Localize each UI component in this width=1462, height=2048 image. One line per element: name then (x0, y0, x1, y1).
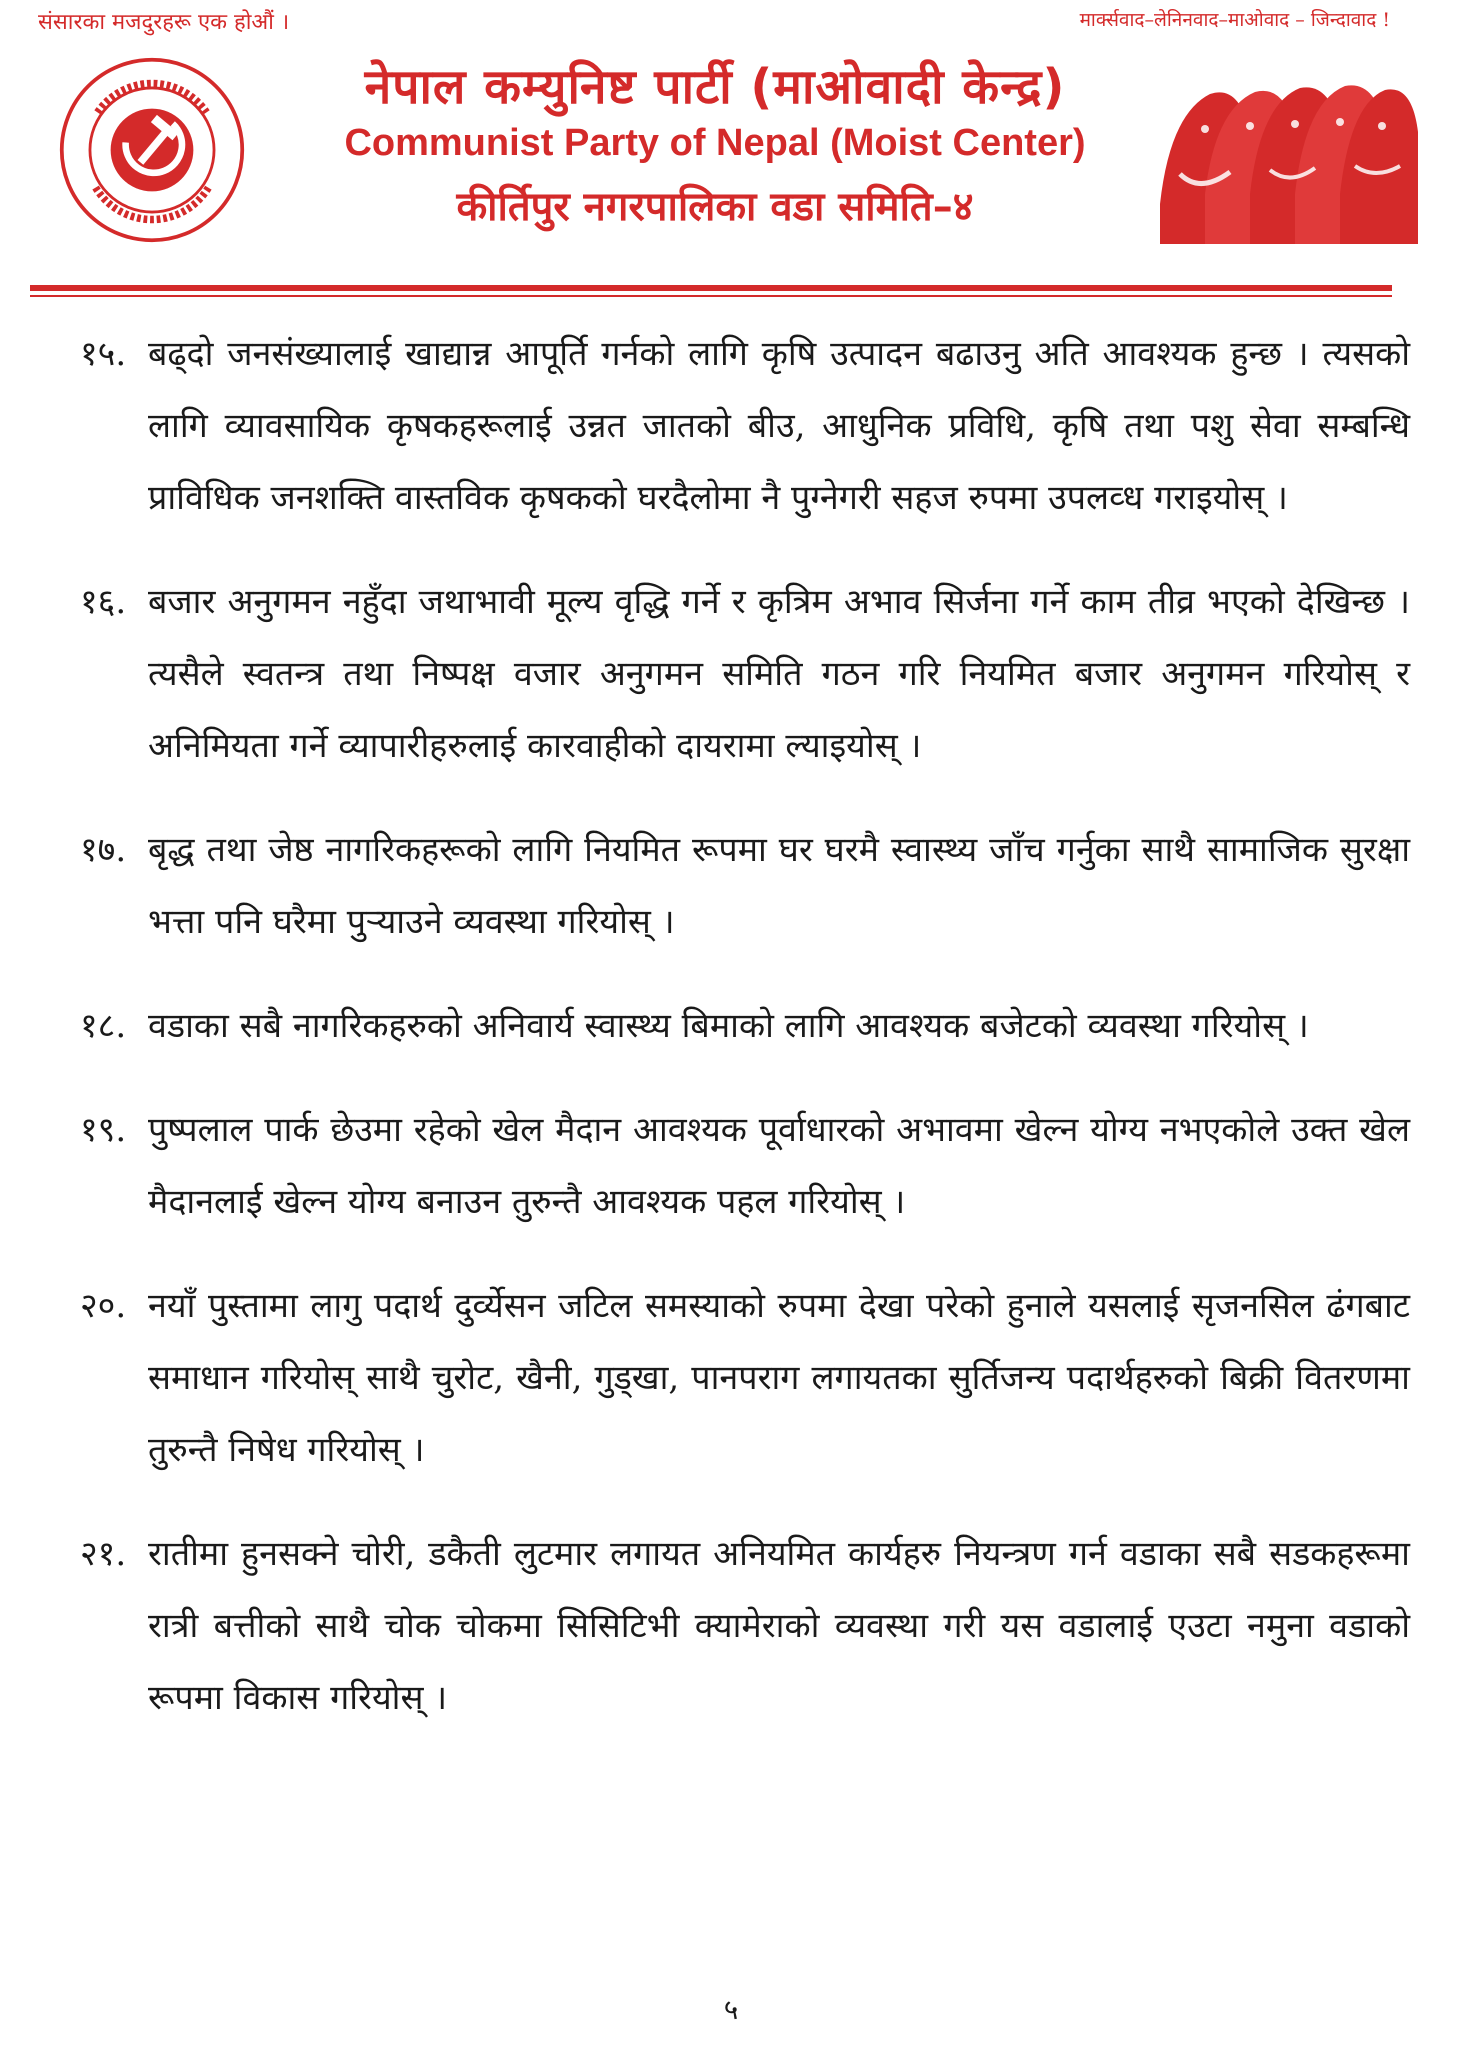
item-number: १७. (80, 830, 127, 870)
item-text: बढ्दो जनसंख्यालाई खाद्यान्न आपूर्ति गर्नको लागि कृषि उत्पादन बढाउनु अति आवश्यक हुन्छ । त्यसको लागि व्यावसायिक कृषकहरूलाई उन्नत जातको बीउ, आधुनिक प्रविधि, कृषि तथा पशु सेवा सम्बन्धि प्राविधिक जनशक्ति वास्तविक कृषकको घरदैलोमा नै पुग्नेगरी सहज रुपमा उपलव्ध गराइयोस् । (148, 334, 1410, 518)
item-number: १५. (80, 334, 127, 374)
letterhead (30, 34, 1390, 284)
list-item (0, 1518, 1462, 1734)
list-item (0, 990, 1462, 1062)
slogan-left: संसारका मजदुरहरू एक होऔं । (38, 10, 290, 35)
page-number: ५ (723, 1993, 739, 2026)
item-number: २१. (80, 1534, 127, 1574)
item-number: १६. (80, 582, 127, 622)
list-item (0, 1270, 1462, 1486)
list-item (0, 1094, 1462, 1238)
hammer-sickle-seal-icon (58, 56, 246, 244)
item-number: २०. (80, 1286, 127, 1326)
item-text: पुष्पलाल पार्क छेउमा रहेको खेल मैदान आवश्यक पूर्वाधारको अभावमा खेल्न योग्य नभएकोले उक्त खेल मैदानलाई खेल्न योग्य बनाउन तुरुन्तै आवश्यक पहल गरियोस् । (148, 1110, 1410, 1222)
item-text: बजार अनुगमन नहुँदा जथाभावी मूल्य वृद्धि गर्ने र कृत्रिम अभाव सिर्जना गर्ने काम तीव्र भएको देखिन्छ । त्यसैले स्वतन्त्र तथा निष्पक्ष वजार अनुगमन समिति गठन गरि नियमित बजार अनुगमन गरियोस् र अनिमियता गर्ने व्यापारीहरुलाई कारवाहीको दायरामा ल्याइयोस् । (148, 582, 1410, 766)
list-item (0, 814, 1462, 958)
party-name-nepali: नेपाल कम्युनिष्ट पार्टी (माओवादी केन्द्र) (364, 59, 1066, 115)
document-body (0, 318, 1462, 1766)
item-text: वडाका सबै नागरिकहरुको अनिवार्य स्वास्थ्य बिमाको लागि आवश्यक बजेटको व्यवस्था गरियोस् । (148, 1006, 1309, 1046)
header-divider-thick (30, 285, 1392, 291)
slogan-right: मार्क्सवाद–लेनिनवाद–माओवाद – जिन्दावाद ! (1079, 9, 1390, 31)
item-number: १९. (80, 1110, 127, 1150)
item-number: १८. (80, 1006, 127, 1046)
leaders-portraits-icon (1150, 54, 1420, 244)
item-text: रातीमा हुनसक्ने चोरी, डकैती लुटमार लगायत अनियमित कार्यहरु नियन्त्रण गर्न वडाका सबै सडकहरूमा रात्री बत्तीको साथै चोक चोकमा सिसिटिभी क्यामेराको व्यवस्था गरी यस वडालाई एउटा नमुना वडाको रूपमा विकास गरियोस् । (148, 1534, 1410, 1718)
item-text: बृद्ध तथा जेष्ठ नागरिकहरूको लागि नियमित रूपमा घर घरमै स्वास्थ्य जाँच गर्नुका साथै सामाजिक सुरक्षा भत्ता पनि घरैमा पुर्‍याउने व्यवस्था गरियोस् । (148, 830, 1410, 942)
list-item (0, 566, 1462, 782)
list-item (0, 318, 1462, 534)
letterhead-titles (280, 56, 1150, 240)
party-name-english: Communist Party of Nepal (Moist Center) (344, 122, 1086, 164)
item-text: नयाँ पुस्तामा लागु पदार्थ दुर्व्येसन जटिल समस्याको रुपमा देखा परेको हुनाले यसलाई सृजनसिल ढंगबाट समाधान गरियोस् साथै चुरोट, खैनी, गुड्खा, पानपराग लगायतका सुर्तिजन्य पदार्थहरुको बिक्री वितरणमा तुरुन्तै निषेध गरियोस् । (148, 1286, 1410, 1470)
header-divider-thin (30, 295, 1392, 297)
ward-committee-title: कीर्तिपुर नगरपालिका वडा समिति–४ (456, 184, 974, 230)
